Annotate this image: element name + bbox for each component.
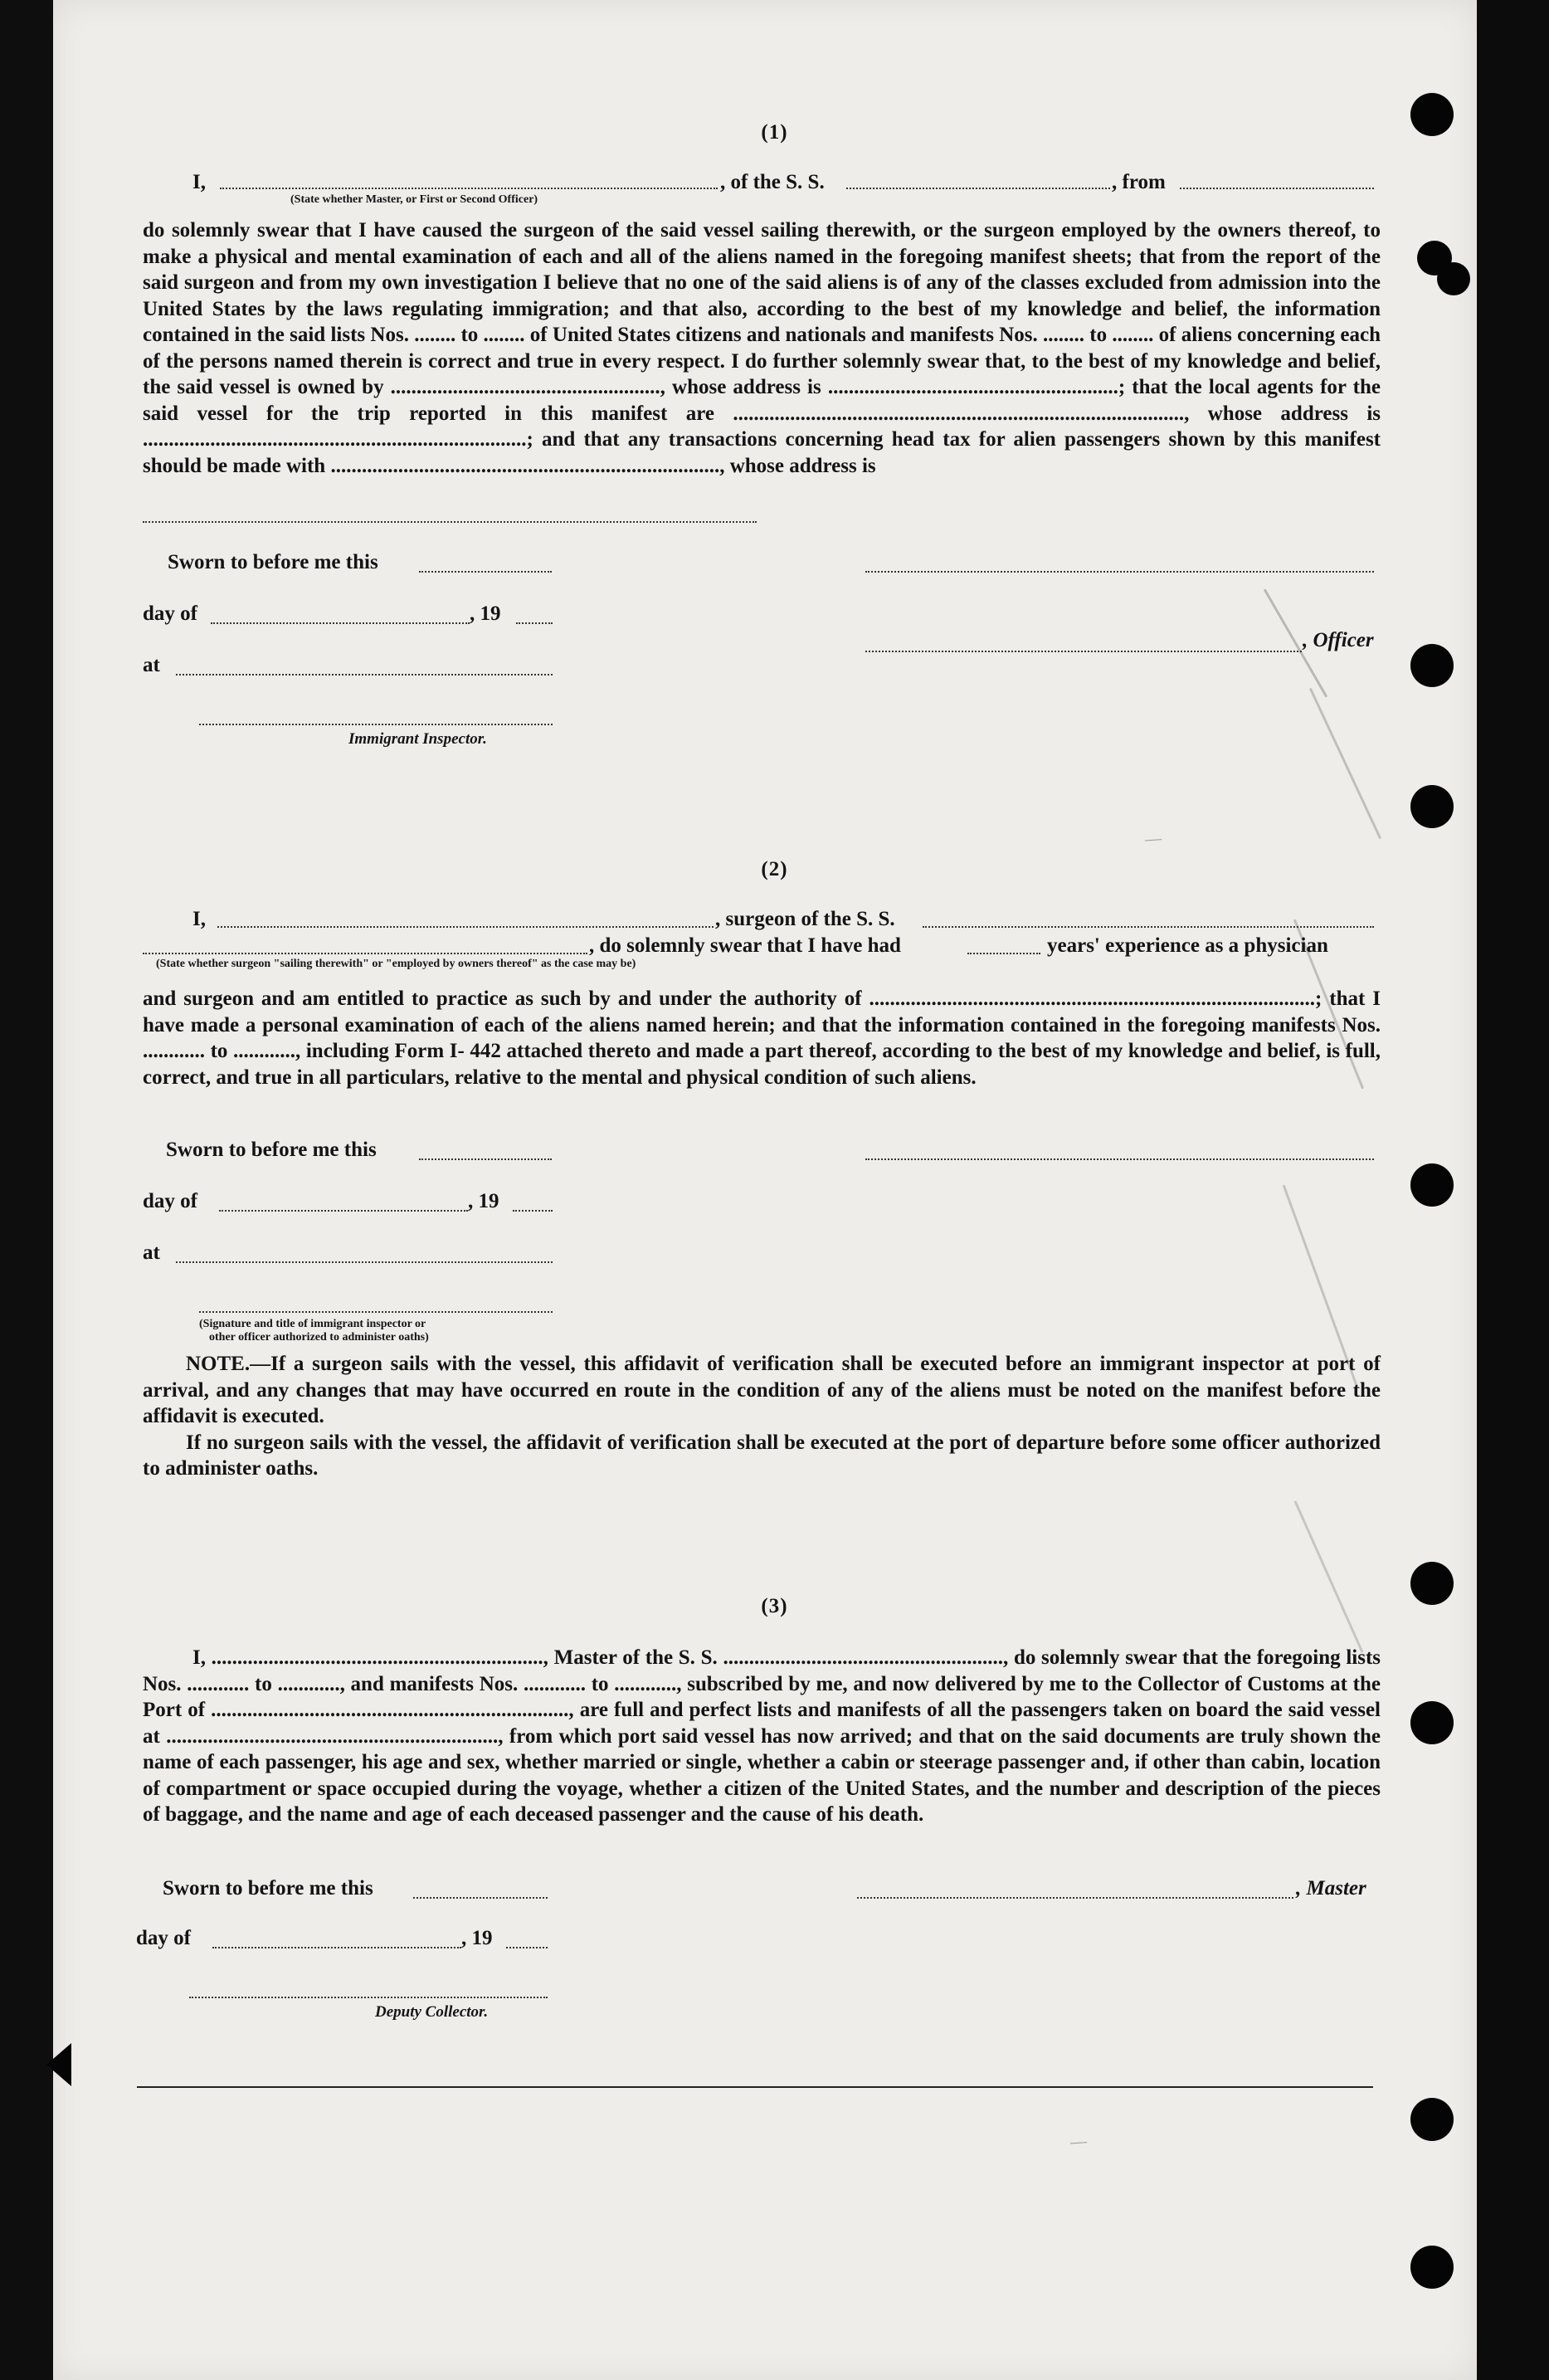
solemnly-swear-label: , do solemnly swear that I have had — [589, 934, 901, 957]
sworn-date-field-3[interactable] — [413, 1897, 548, 1899]
inspector-signature-field[interactable] — [199, 724, 553, 725]
surgeon-of-ss-label: , surgeon of the S. S. — [715, 908, 895, 930]
bottom-rule — [137, 2086, 1373, 2088]
day-of-field-3[interactable] — [212, 1947, 461, 1948]
year-field-3[interactable] — [506, 1947, 548, 1948]
from-label: , from — [1112, 171, 1166, 193]
section-1-heading: (1) — [761, 121, 788, 144]
section-2-line-1: I, — [192, 908, 206, 930]
day-of-field[interactable] — [211, 622, 470, 624]
at-place-field-2[interactable] — [176, 1261, 553, 1263]
day-of-field-2[interactable] — [219, 1210, 468, 1212]
deputy-collector-label: Deputy Collector. — [375, 2003, 489, 2021]
officer-name-field[interactable] — [220, 188, 718, 189]
year-label-2: , 19 — [468, 1190, 499, 1212]
immigrant-inspector-label: Immigrant Inspector. — [348, 730, 487, 748]
years-experience-label: years' experience as a physician — [1047, 934, 1328, 957]
section-2-note: NOTE.—If a surgeon sails with the vessel, this affidavit of verification shall be executed before an immigrant inspector at port of arrival, and any changes that may have occurred en route in the condition of any of the aliens must be noted on the manifest before the affidavit is executed. If no surgeon sails with the vessel, the affidavit of verification shall be executed at the port of departure before some officer authorized to administer oaths. — [143, 1353, 1381, 1480]
punch-hole — [1410, 1163, 1454, 1207]
sworn-label-3: Sworn to before me this — [163, 1877, 373, 1900]
day-of-label-2: day of — [143, 1190, 197, 1212]
punch-hole — [1410, 2246, 1454, 2289]
address-continuation-field[interactable] — [143, 521, 757, 523]
at-label: at — [143, 654, 160, 676]
officer-signature-field[interactable] — [865, 571, 1374, 573]
year-label: , 19 — [470, 602, 501, 625]
at-place-field[interactable] — [176, 674, 553, 675]
sworn-label-2: Sworn to before me this — [166, 1139, 377, 1161]
surgeon-caption: (State whether surgeon "sailing therewith" or "employed by owners thereof" as the case may be) — [156, 958, 636, 970]
signature-caption-1: (Signature and title of immigrant inspector or — [199, 1318, 426, 1330]
surgeon-name-field[interactable] — [217, 926, 714, 928]
collector-signature-field[interactable] — [189, 1997, 548, 1998]
sworn-label: Sworn to before me this — [168, 551, 378, 573]
punch-hole — [1410, 644, 1454, 687]
section-2-heading: (2) — [761, 858, 788, 880]
surgeon-ship-field[interactable] — [923, 926, 1374, 928]
day-of-label: day of — [143, 602, 197, 625]
bleed-through-mark: — — [1069, 2132, 1088, 2152]
surgeon-status-field[interactable] — [143, 953, 587, 954]
left-arrow-mark — [46, 2043, 71, 2086]
punch-hole — [1437, 262, 1470, 295]
sworn-date-field-2[interactable] — [419, 1158, 552, 1160]
master-signature-field[interactable] — [857, 1897, 1293, 1899]
section-1-line-1: I, — [192, 171, 206, 193]
officer-caption: (State whether Master, or First or Second Officer) — [290, 193, 538, 206]
day-of-label-3: day of — [136, 1927, 191, 1949]
bleed-through-mark: — — [1144, 829, 1162, 849]
master-label: , Master — [1296, 1877, 1366, 1900]
punch-hole — [1410, 2098, 1454, 2141]
year-field-2[interactable] — [513, 1210, 553, 1212]
officer-label: , Officer — [1303, 629, 1374, 651]
of-the-ss-label: , of the S. S. — [720, 171, 825, 193]
officer-title-field[interactable] — [865, 651, 1302, 652]
ship-name-field[interactable] — [846, 188, 1110, 189]
at-label-2: at — [143, 1241, 160, 1264]
punch-hole — [1410, 1701, 1454, 1744]
surgeon-signature-field[interactable] — [865, 1158, 1374, 1160]
section-3-heading: (3) — [761, 1595, 788, 1617]
punch-hole — [1410, 785, 1454, 828]
section-3-body: I, ................................................................, Master of the S. S. ......................................................, do solemnly swear that the foregoing lists Nos. ............ to ............, and manifests Nos. ............ to ............, subscribed by me, and now delivered by me to the Collector of Customs at the Port of ....................................................................., are full and perfect lists and manifests of all the passengers taken on board the said vessel at ................................................................, from which port said vessel has now arrived; and that on the said documents are truly shown the name of each passenger, his age and sex, whether married or single, whether a cabin or steerage passenger and, if other than cabin, location of compartment or space occupied during the voyage, whether a citizen of the United States, and the number and description of the pieces of baggage, and the name and age of each deceased passenger and the cause of his death. — [143, 1646, 1381, 1826]
years-experience-field[interactable] — [967, 953, 1040, 954]
scan-right-edge — [1477, 0, 1549, 2380]
section-2-body: and surgeon and am entitled to practice as such by and under the authority of ......................................................................................; that I have made a personal examination of each of the aliens named herein; and that the information contained in the foregoing manifests Nos. ............ to ............, including Form I- 442 attached thereto and made a part thereof, according to the best of my knowledge and belief, is full, correct, and true in all particulars, relative to the mental and physical condition of such aliens. — [143, 988, 1381, 1089]
scan-left-edge — [0, 0, 53, 2380]
inspector-signature-field-2[interactable] — [199, 1311, 553, 1313]
year-label-3: , 19 — [461, 1927, 493, 1949]
sworn-date-field[interactable] — [419, 571, 552, 573]
from-port-field[interactable] — [1180, 188, 1374, 189]
section-1-body: do solemnly swear that I have caused the surgeon of the said vessel sailing therewith, or the surgeon employed by the owners thereof, to make a physical and mental examination of each and all of the aliens named in the foregoing manifest sheets; that from the report of the said surgeon and from my own investigation I believe that no one of the said aliens is of any of the classes excluded from admission into the United States by the laws regulating immigration; and that also, according to the best of my knowledge and belief, the information contained in the said lists Nos. ........ to ........ of United States citizens and nationals and manifests Nos. ........ to ........ of aliens concerning each of the persons named therein is correct and true in every respect. I do further solemnly swear that, to the best of my knowledge and belief, the said vessel is owned by ...................................................., whose address is ........................................................; that the local agents for the said vessel for the trip reported in this manifest are ......................................................................................., whose address is ..........................................................................; and that any transactions concerning head tax for alien passengers shown by this manifest should be made with ..........................................................................., whose address is — [143, 219, 1381, 477]
signature-caption-2: other officer authorized to administer oaths) — [209, 1331, 429, 1344]
year-field[interactable] — [516, 622, 553, 624]
